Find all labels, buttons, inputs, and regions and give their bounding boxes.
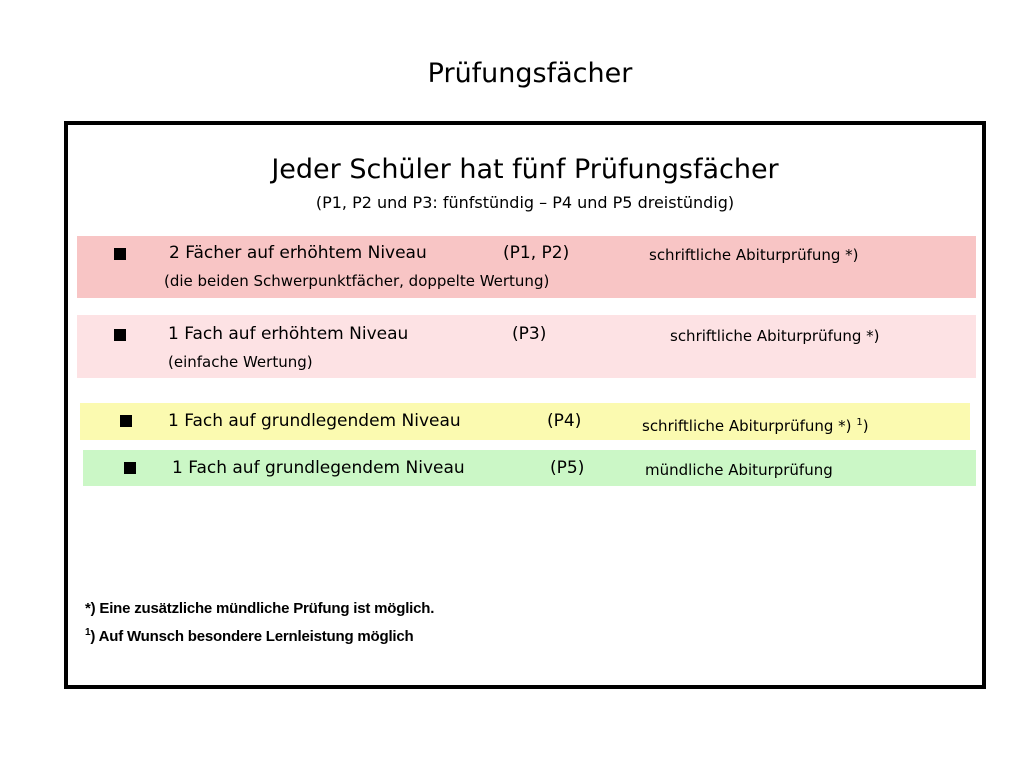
band-p5 bbox=[83, 450, 976, 486]
row-exam: mündliche Abiturprüfung bbox=[645, 461, 833, 479]
info-box bbox=[64, 121, 986, 689]
footnote: *) Eine zusätzliche mündliche Prüfung ist möglich. bbox=[85, 600, 435, 617]
row-code: (P3) bbox=[512, 324, 547, 344]
row-subject: 1 Fach auf grundlegendem Niveau bbox=[168, 411, 461, 431]
row-subject: 1 Fach auf grundlegendem Niveau bbox=[172, 458, 465, 478]
footnotes bbox=[85, 597, 434, 649]
row-note: (die beiden Schwerpunktfächer, doppelte Wertung) bbox=[164, 272, 550, 290]
footnote: $^1$) Auf Wunsch besondere Lernleistung möglich bbox=[85, 627, 414, 645]
row-exam: schriftliche Abiturprüfung *) $^1$) bbox=[642, 417, 869, 435]
box-subheading: (P1, P2 und P3: fünfstündig – P4 und P5 dreistündig) bbox=[315, 193, 735, 212]
square-bullet-icon bbox=[120, 415, 132, 427]
row-code: (P5) bbox=[550, 458, 585, 478]
band-p3 bbox=[77, 315, 976, 378]
row-exam: schriftliche Abiturprüfung *) bbox=[649, 246, 859, 264]
row-exam: schriftliche Abiturprüfung *) bbox=[670, 327, 880, 345]
band-p1-p2 bbox=[77, 236, 976, 298]
square-bullet-icon bbox=[114, 329, 126, 341]
row-code: (P4) bbox=[547, 411, 582, 431]
row-subject: 1 Fach auf erhöhtem Niveau bbox=[168, 324, 409, 344]
slide-title: Prüfungsfächer bbox=[427, 58, 633, 89]
square-bullet-icon bbox=[114, 248, 126, 260]
row-note: (einfache Wertung) bbox=[168, 353, 313, 371]
box-heading: Jeder Schüler hat fünf Prüfungsfächer bbox=[271, 154, 779, 185]
row-code: (P1, P2) bbox=[503, 243, 570, 263]
band-p4 bbox=[80, 403, 970, 440]
row-subject: 2 Fächer auf erhöhtem Niveau bbox=[169, 243, 427, 263]
square-bullet-icon bbox=[124, 462, 136, 474]
